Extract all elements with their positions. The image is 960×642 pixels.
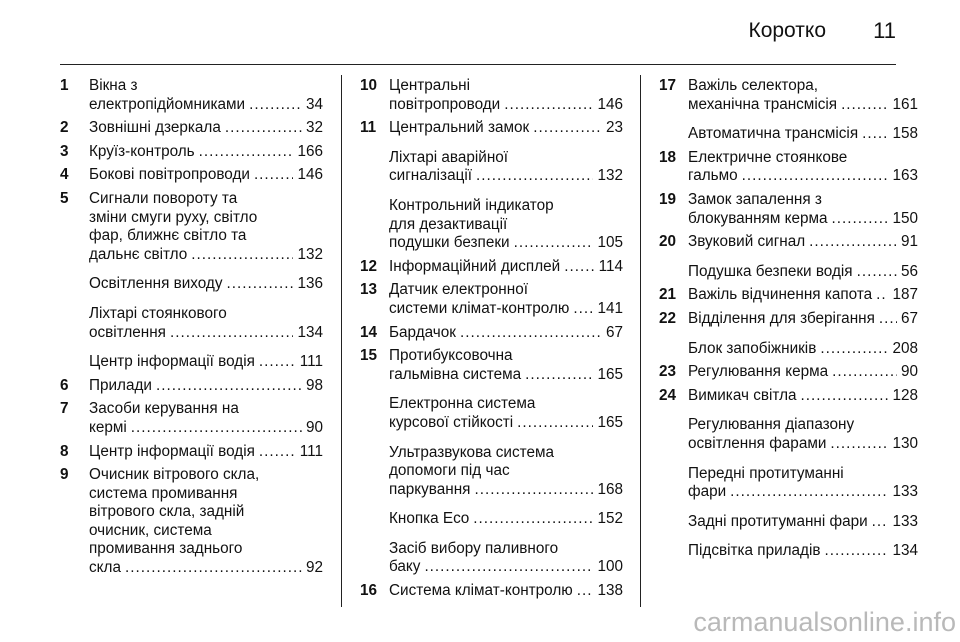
entry-text: подушки безпеки [389,234,510,252]
entry-line [389,77,623,96]
entry-text: Передні протитуманні [688,464,844,482]
index-subentry [659,542,918,561]
item-number: 11 [360,119,377,137]
entry-text: Система клімат-контролю [389,582,573,600]
entry-line [688,435,918,454]
index-entry [360,77,623,114]
index-entry [60,377,323,396]
entry-line [89,305,323,324]
entry-line [89,559,323,578]
entry-line [389,444,623,463]
entry-line [389,462,623,481]
entry-line [389,197,623,216]
entry-line [389,414,623,433]
item-number: 21 [659,286,677,304]
dot-leader [525,366,593,385]
page-reference-link[interactable]: 111 [299,442,323,460]
entry-text: Освітлення виходу [89,275,223,293]
entry-line [389,510,623,529]
entry-line [89,419,323,438]
page-reference-link[interactable]: 166 [297,142,323,160]
dot-leader [191,246,293,265]
dot-leader [820,340,888,359]
column-divider [640,75,641,607]
entry-line [89,166,323,185]
entry-text: фари [688,483,727,501]
entry-line [89,246,323,265]
entry-line [389,234,623,253]
page-reference-link[interactable]: 165 [597,365,623,383]
entry-text: Звуковий сигнал [688,233,806,251]
index-column-1 [60,77,323,583]
index-entry [360,582,623,601]
entry-line [389,582,623,601]
dot-leader [801,387,889,406]
dot-leader [227,275,294,294]
dot-leader [862,125,888,144]
index-subentry [659,513,918,532]
entry-line [688,149,918,168]
entry-line [688,340,918,359]
item-number: 4 [60,166,69,184]
index-subentry [360,395,623,432]
entry-text: промивання заднього [89,540,243,558]
index-subentry [659,465,918,502]
entry-line [688,77,918,96]
item-number: 7 [60,400,69,418]
entry-text: Очисник вітрового скла, [89,466,260,484]
index-subentry [659,340,918,359]
dot-leader [832,363,897,382]
entry-line [89,190,323,209]
index-subentry [60,275,323,294]
entry-line [89,96,323,115]
entry-line [688,310,918,329]
entry-text: Електронна система [389,395,536,413]
dot-leader [564,258,594,277]
item-number: 15 [360,347,378,365]
entry-line [389,540,623,559]
entry-line [688,210,918,229]
entry-line [389,395,623,414]
page-reference-link[interactable]: 90 [305,418,323,436]
dot-leader [841,96,888,115]
index-entry [360,324,623,343]
index-entry [360,281,623,318]
entry-line [89,324,323,343]
page-reference-link[interactable]: 98 [305,376,323,394]
entry-text: Подушка безпеки водія [688,262,853,280]
entry-text: Центральний замок [389,119,530,137]
dot-leader [832,210,889,229]
item-number: 22 [659,309,677,327]
dot-leader [156,377,302,396]
dot-leader [473,510,593,529]
dot-leader [259,443,296,462]
index-entry [659,286,918,305]
index-subentry [360,540,623,577]
page-reference-link[interactable]: 56 [900,262,918,280]
dot-leader [249,96,302,115]
page-header [60,0,896,65]
entry-line [688,167,918,186]
page-reference-link[interactable]: 134 [892,542,918,560]
entry-text: Центр інформації водія [89,442,255,460]
entry-line [389,96,623,115]
item-number: 24 [659,386,677,404]
entry-line [389,167,623,186]
entry-text: Бардачок [389,323,456,341]
page-number: 11 [873,18,896,43]
entry-line [89,143,323,162]
entry-text: Ліхтарі стоянкового [89,304,227,322]
entry-line [688,191,918,210]
entry-text: повітропроводи [389,95,501,113]
item-number: 9 [60,466,69,484]
entry-line [89,503,323,522]
dot-leader [825,542,889,561]
entry-line [688,363,918,382]
dot-leader [857,263,897,282]
dot-leader [514,234,594,253]
entry-line [688,263,918,282]
entry-text: Ультразвукова система [389,443,554,461]
index-entry [60,143,323,162]
page-reference-link[interactable]: 150 [892,209,918,227]
page-reference-link[interactable]: 34 [305,95,323,113]
item-number: 19 [659,190,677,208]
index-entry [60,190,323,264]
dot-leader [730,483,888,502]
index-entry [659,149,918,186]
index-entry [60,77,323,114]
entry-line [389,347,623,366]
item-number: 16 [360,582,378,600]
entry-line [688,465,918,484]
page-reference-link[interactable]: 105 [597,234,623,252]
entry-text: Круїз-контроль [89,142,195,160]
item-number: 17 [659,77,677,94]
page-reference-link[interactable]: 146 [297,166,323,184]
entry-line [688,125,918,144]
page-reference-link[interactable]: 100 [597,558,623,576]
page-reference-link[interactable]: 187 [892,286,918,304]
entry-text: дальнє світло [89,245,188,263]
entry-text: Сигнали повороту та [89,189,238,207]
entry-text: система промивання [89,484,238,502]
item-number: 20 [659,233,677,251]
page-reference-link[interactable]: 91 [900,233,918,251]
entry-text: сигналізації [389,167,472,185]
page-reference-link[interactable]: 134 [297,323,323,341]
entry-line [89,540,323,559]
item-number: 14 [360,323,378,341]
dot-leader [879,310,897,329]
entry-text: паркування [389,480,471,498]
entry-text: Важіль відчинення капота [688,286,873,304]
entry-text: зміни смуги руху, світло [89,208,258,226]
dot-leader [170,324,294,343]
entry-text: блокуванням керма [688,209,828,227]
item-number: 23 [659,363,677,381]
item-number: 12 [360,257,378,275]
index-column-3 [659,77,918,566]
page-reference-link[interactable]: 67 [900,309,918,327]
index-entry [659,310,918,329]
page-reference-link[interactable]: 92 [305,559,323,577]
entry-line [89,522,323,541]
page-reference-link[interactable]: 152 [597,510,623,528]
entry-text: електропідйомниками [89,95,246,113]
page-reference-link[interactable]: 111 [299,353,323,371]
dot-leader [872,513,889,532]
dot-leader [504,96,593,115]
index-entry [60,400,323,437]
entry-line [389,366,623,385]
dot-leader [533,119,602,138]
item-number: 18 [659,148,677,166]
index-subentry [360,197,623,253]
entry-line [89,466,323,485]
index-subentry [659,416,918,453]
page-reference-link[interactable]: 132 [297,245,323,263]
index-subentry [659,125,918,144]
index-subentry [360,149,623,186]
page-reference-link[interactable]: 23 [605,119,623,137]
entry-line [89,353,323,372]
item-number: 6 [60,376,69,394]
entry-text: скла [89,559,121,577]
entry-text: Бокові повітропроводи [89,166,250,184]
index-subentry [659,263,918,282]
page-reference-link[interactable]: 138 [597,582,623,600]
page-reference-link[interactable]: 130 [892,434,918,452]
entry-line [688,233,918,252]
entry-text: фар, ближнє світло та [89,227,247,245]
dot-leader [876,286,888,305]
index-subentry [360,510,623,529]
entry-line [89,227,323,246]
entry-line [688,387,918,406]
entry-text: Засоби керування на [89,400,239,418]
entry-line [89,400,323,419]
entry-text: вітрового скла, задній [89,503,245,521]
entry-text: для дезактивації [389,215,508,233]
column-divider [341,75,342,607]
page-reference-link[interactable]: 208 [892,339,918,357]
entry-text: Електричне стоянкове [688,148,848,166]
page-reference-link[interactable]: 133 [892,483,918,501]
index-entry [60,166,323,185]
index-subentry [60,305,323,342]
page-reference-link[interactable]: 168 [597,480,623,498]
index-entry [659,233,918,252]
dot-leader [573,300,593,319]
page-reference-link[interactable]: 67 [605,323,623,341]
entry-text: гальмо [688,167,738,185]
entry-line [389,119,623,138]
item-number: 1 [60,77,69,94]
index-entry [60,466,323,578]
index-entry [659,387,918,406]
entry-text: Регулювання керма [688,363,829,381]
entry-text: освітлення [89,323,166,341]
dot-leader [474,481,593,500]
watermark: carmanualsonline.info [693,607,956,637]
entry-text: очисник, система [89,521,212,539]
entry-text: Вимикач світла [688,386,797,404]
entry-text: Центральні [389,77,471,94]
page-reference-link[interactable]: 161 [892,95,918,113]
dot-leader [460,324,602,343]
page-reference-link[interactable]: 158 [892,125,918,143]
index-entry [360,258,623,277]
dot-leader [517,414,593,433]
entry-text: Контрольний індикатор [389,196,554,214]
entry-line [688,96,918,115]
entry-text: Прилади [89,376,152,394]
dot-leader [225,119,302,138]
page-reference-link[interactable]: 90 [900,363,918,381]
entry-text: Задні протитуманні фари [688,512,868,530]
entry-line [389,300,623,319]
entry-text: Блок запобіжників [688,339,817,357]
item-number: 5 [60,189,69,207]
entry-line [688,513,918,532]
entry-text: Автоматична трансмісія [688,125,859,143]
entry-text: Відділення для зберігання [688,309,875,327]
item-number: 3 [60,142,69,160]
dot-leader [809,233,897,252]
entry-line [89,443,323,462]
index-entry [360,347,623,384]
entry-text: допомоги під час [389,462,510,480]
entry-text: Центр інформації водія [89,353,255,371]
dot-leader [254,166,294,185]
entry-line [89,275,323,294]
entry-text: курсової стійкості [389,413,514,431]
dot-leader [830,435,888,454]
entry-line [389,281,623,300]
page-reference-link[interactable]: 141 [597,299,623,317]
entry-text: освітлення фарами [688,434,827,452]
index-entry [659,363,918,382]
page-reference-link[interactable]: 133 [892,512,918,530]
entry-line [389,324,623,343]
entry-line [389,558,623,577]
entry-text: Протибуксовочна [389,347,513,365]
entry-text: гальмівна система [389,365,522,383]
index-subentry [360,444,623,500]
entry-text: системи клімат-контролю [389,299,570,317]
entry-text: механічна трансмісія [688,95,838,113]
entry-text: Регулювання діапазону [688,416,855,434]
dot-leader [199,143,294,162]
dot-leader [742,167,889,186]
page-reference-link[interactable]: 136 [297,275,323,293]
entry-line [89,119,323,138]
entry-text: Кнопка Eco [389,510,470,528]
dot-leader [577,582,594,601]
page-reference-link[interactable]: 32 [305,119,323,137]
entry-line [688,483,918,502]
index-entry [659,191,918,228]
entry-text: Замок запалення з [688,190,822,208]
entry-text: Інформаційний дисплей [389,257,561,275]
entry-line [89,209,323,228]
page-title: Коротко [748,19,826,42]
entry-line [389,258,623,277]
entry-text: баку [389,558,421,576]
dot-leader [259,353,296,372]
entry-text: Вікна з [89,77,138,94]
entry-text: Підсвітка приладів [688,542,821,560]
index-column-2 [360,77,623,606]
entry-text: Важіль селектора, [688,77,819,94]
index-entry [60,119,323,138]
index-subentry [60,353,323,372]
entry-line [89,77,323,96]
dot-leader [476,167,593,186]
entry-line [389,481,623,500]
entry-text: Датчик електронної [389,281,528,299]
index-entry [60,443,323,462]
item-number: 8 [60,442,69,460]
page-reference-link[interactable]: 146 [597,95,623,113]
entry-line [89,485,323,504]
item-number: 2 [60,119,69,137]
entry-line [389,149,623,168]
entry-line [688,542,918,561]
item-number: 13 [360,281,378,299]
page-reference-link[interactable]: 132 [597,167,623,185]
item-number: 10 [360,77,378,94]
entry-text: Ліхтарі аварійної [389,148,509,166]
entry-text: Зовнішні дзеркала [89,119,221,137]
entry-line [688,416,918,435]
dot-leader [424,558,593,577]
dot-leader [125,559,302,578]
entry-text: Засіб вибору паливного [389,539,559,557]
index-entry [659,77,918,114]
entry-line [688,286,918,305]
page-reference-link[interactable]: 128 [892,386,918,404]
entry-line [389,216,623,235]
page-reference-link[interactable]: 163 [892,167,918,185]
page-reference-link[interactable]: 165 [597,413,623,431]
entry-text: кермі [89,418,127,436]
entry-line [89,377,323,396]
dot-leader [131,419,302,438]
page-reference-link[interactable]: 114 [598,257,623,275]
index-entry [360,119,623,138]
